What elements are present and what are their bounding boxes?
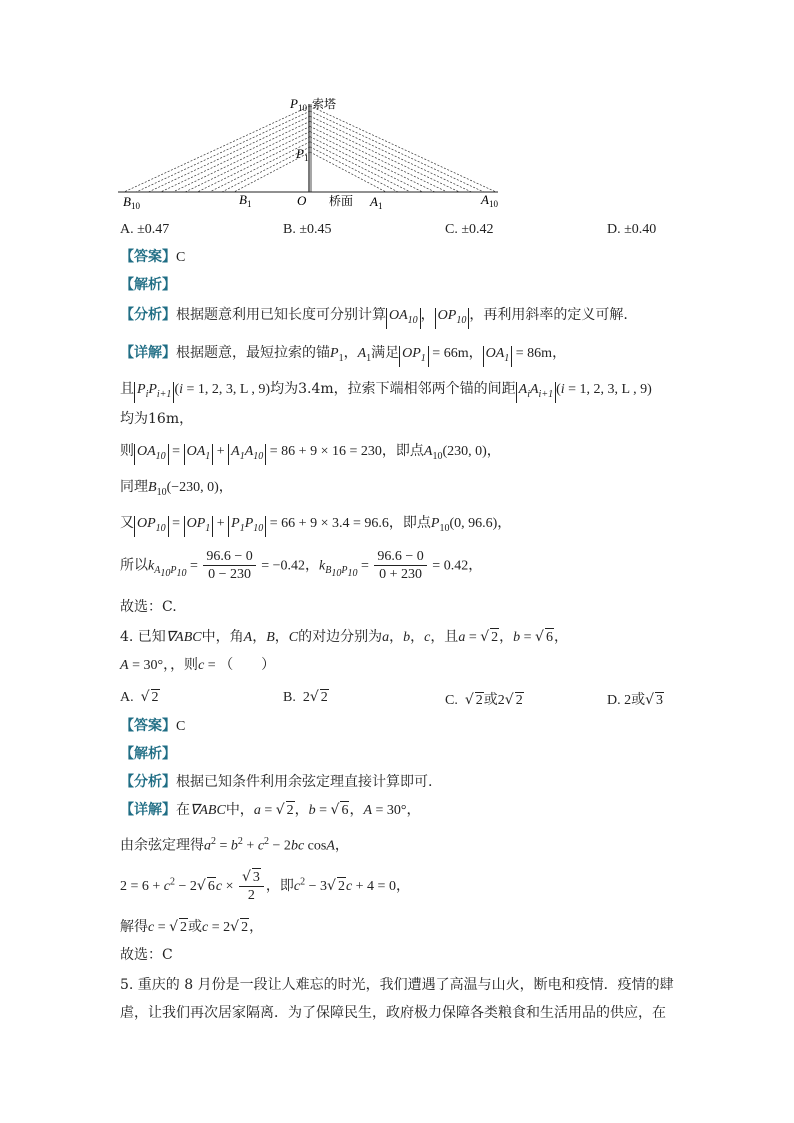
q3-xiangjie-4: 则 $OA_{10} = OA_1 + A_1A_{10} = 86 + 9 \times 16 = 230$，即点$A_{10}(230$, 0)， [120, 442, 501, 466]
cable-lines [124, 106, 496, 192]
label-tower: 索塔 [312, 97, 337, 111]
q3-xiangjie-1: 【详解】根据题意，最短拉索的锚$P_1$，$A_1$满足 $OP_1 = 66m$， $OA_1 = 86m$， [120, 344, 566, 368]
label-b1: $B_1$ [239, 192, 252, 209]
label-deck: 桥面 [329, 194, 354, 208]
label-a10: $A_{10}$ [481, 192, 498, 209]
q3-option-a: A. ±0.47 [120, 222, 170, 237]
cable-right-7 [310, 121, 459, 192]
cable-right-1 [310, 152, 386, 192]
q4-analysis-tag: 【解析】 [120, 746, 176, 762]
q3-xiangjie-2: 且 $P_iP_{i+1}$ (i = 1, 2, 3, L , 9)均为3.4m，拉索下端相邻两个锚的间距 $A_iA_{i+1}$ (i = 1, 2, 3, L , 9) [120, 380, 652, 403]
cable-right-2 [310, 147, 398, 192]
label-b10: $B_{10}$ [123, 194, 140, 211]
q4-option-d: D. 2或√ 3 [607, 692, 664, 708]
q4-option-c: C. √ 2或2√ 2 [445, 692, 523, 708]
cable-left-9 [136, 111, 310, 192]
q3-xiangjie-5: 同理$B_{10}(-230$, 0)， [120, 479, 233, 498]
q4-xiangjie-3: $2 = 6 + c^2 - 2√$ 6c × $\frac{√ 3}{2}$ ，即$c^2 - 3√$ 2c + 4 = 0， [120, 869, 410, 903]
q3-conclusion: 故选：C. [120, 599, 177, 615]
label-a1: $A_1$ [370, 194, 383, 211]
label-p1: $P_1$ [296, 146, 309, 163]
q4-fenxi: 【分析】根据已知条件利用余弦定理直接计算即可. [120, 774, 433, 790]
q3-xiangjie-6: 又 $OP_{10} = OP_1 + P_1P_{10} = 66 + 9 \times 3.4 = 96.6$，即点$P_{10}(0$, 96.6)， [120, 514, 511, 538]
q4-conclusion: 故选：C [120, 947, 173, 963]
cable-right-9 [310, 111, 484, 192]
q3-analysis-tag: 【解析】 [120, 277, 176, 293]
q3-fenxi: 【分析】根据题意利用已知长度可分别计算 $OA_{10}$ ， $OP_{10}$ ，再利用斜率的定义可解. [120, 306, 628, 329]
cable-left-5 [185, 132, 310, 192]
q5-line-1: 5. 重庆的 8 月份是一段让人难忘的时光，我们遭遇了高温与山火，断电和疫情．疫情的肆 [120, 977, 674, 993]
q4-answer: 【答案】C [120, 718, 186, 734]
q3-xiangjie-7: 所以$k_{A_{10}P_{10}}$ = $\frac{96.6 - 0}{0 - 230}$ = −0.42，$k_{B_{10}P_{10}}$ = $\frac{96.6 - 0}{0 + 230}$ = 0.42， [120, 549, 483, 582]
q4-option-a: A. √ 2 [120, 689, 159, 705]
q4-option-b: B. 2√ 2 [283, 689, 328, 705]
q3-xiangjie-3: 均为16m， [120, 411, 194, 427]
q4-xiangjie-2: 由余弦定理得$a^2 = b^2 + c^2 - 2bc$ cosA， [120, 836, 349, 854]
cable-left-10 [124, 106, 310, 192]
q4-xiangjie-4: 解得c = √ 2或c = 2√ 2， [120, 919, 264, 935]
label-p10: $P_{10}$ [290, 96, 307, 113]
cable-right-4 [310, 137, 423, 192]
q5-line-2: 虐，让我们再次居家隔离．为了保障民生，政府极力保障各类粮食和生活用品的供应，在 [120, 1005, 666, 1021]
cable-right-5 [310, 132, 435, 192]
q3-option-b: B. ±0.45 [283, 222, 332, 237]
q3-option-d: D. ±0.40 [607, 222, 657, 237]
cable-left-7 [161, 121, 310, 192]
q3-answer: 【答案】C [120, 249, 186, 265]
cable-right-10 [310, 106, 496, 192]
q3-option-c: C. ±0.42 [445, 222, 494, 237]
q4-stem-1: 4. 已知∇ABC中，角A，B，C的对边分别为a，b，c，且a = √ 2，b = √ 6， [120, 629, 568, 645]
cable-left-4 [197, 137, 310, 192]
q4-stem-2: A = 30°，，则c = （ ） [120, 657, 276, 673]
cable-bridge-figure [115, 92, 505, 212]
q4-xiangjie-1: 【详解】在∇ABC中，a = √ 2，b = √ 6，A = 30°， [120, 802, 421, 818]
label-o: O [297, 193, 307, 208]
